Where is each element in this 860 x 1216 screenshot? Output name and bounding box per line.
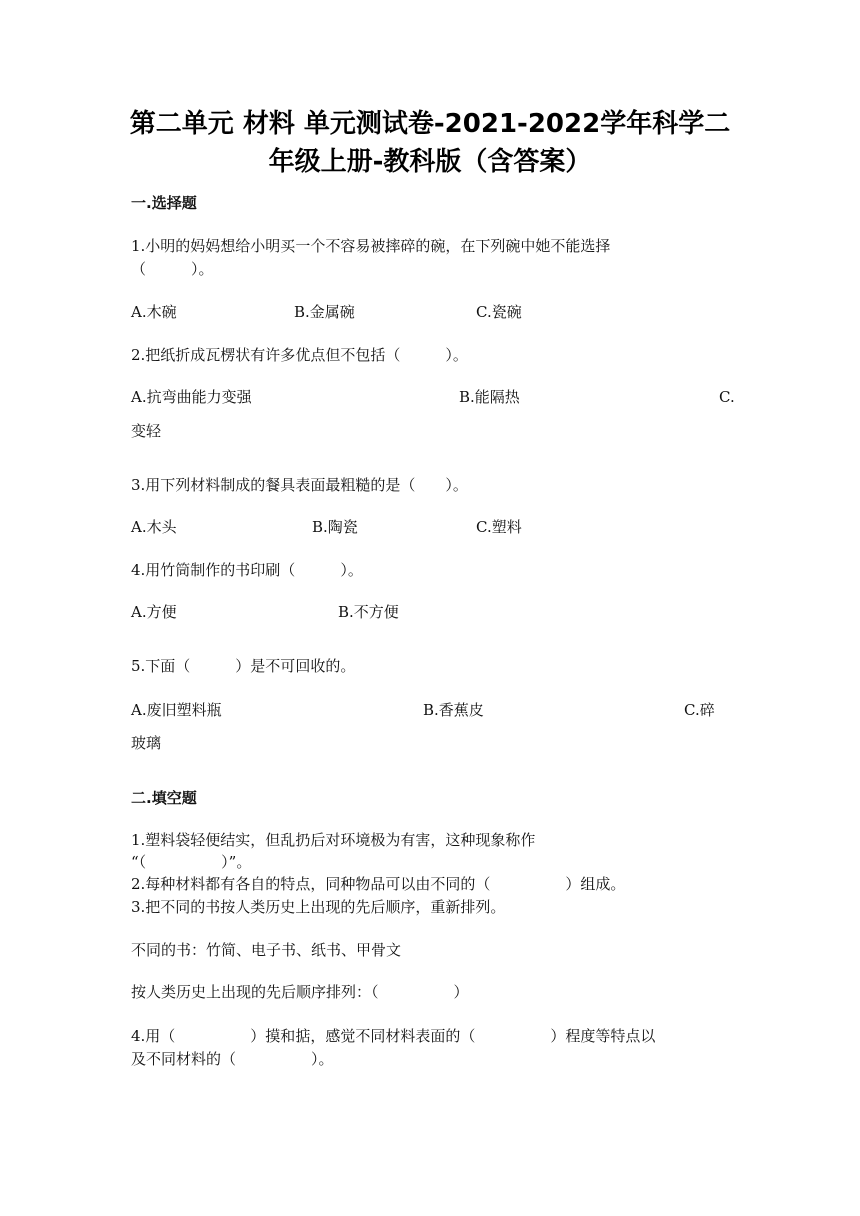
question-5-stem: 5.下面（ ）是不可回收的。 bbox=[131, 657, 356, 675]
question-5-option-a: A.废旧塑料瓶 bbox=[131, 701, 222, 719]
question-4-option-a: A.方便 bbox=[131, 603, 177, 621]
section-heading-choice: 一.选择题 bbox=[131, 194, 197, 212]
question-3-option-b: B.陶瓷 bbox=[312, 518, 358, 536]
question-1-option-c: C.瓷碗 bbox=[476, 303, 522, 321]
fill-question-1-cont: “（ ）”。 bbox=[131, 853, 252, 871]
fill-question-3-books: 不同的书：竹简、电子书、纸书、甲骨文 bbox=[131, 941, 402, 959]
question-2-option-c-cont: 变轻 bbox=[131, 422, 162, 440]
question-2-stem: 2.把纸折成瓦楞状有许多优点但不包括（ ）。 bbox=[131, 346, 468, 364]
question-3-option-a: A.木头 bbox=[131, 518, 177, 536]
question-4-option-b: B.不方便 bbox=[338, 603, 399, 621]
document-title-line-1: 第二单元 材料 单元测试卷-2021-2022学年科学二 bbox=[129, 109, 731, 139]
section-heading-fill-in: 二.填空题 bbox=[131, 789, 197, 807]
question-1-stem-cont: （ ）。 bbox=[131, 260, 214, 278]
fill-question-4-cont: 及不同材料的（ ）。 bbox=[131, 1050, 334, 1068]
question-2-option-a: A.抗弯曲能力变强 bbox=[131, 388, 252, 406]
document-title-line-2: 年级上册-教科版（含答案） bbox=[268, 147, 592, 177]
question-3-stem: 3.用下列材料制成的餐具表面最粗糙的是（ ）。 bbox=[131, 476, 468, 494]
fill-question-3: 3.把不同的书按人类历史上出现的先后顺序，重新排列。 bbox=[131, 898, 506, 916]
fill-question-4: 4.用（ ）摸和掂，感觉不同材料表面的（ ）程度等特点以 bbox=[131, 1027, 656, 1045]
question-1-option-b: B.金属碗 bbox=[294, 303, 355, 321]
question-4-stem: 4.用竹筒制作的书印刷（ ）。 bbox=[131, 561, 363, 579]
question-2-option-b: B.能隔热 bbox=[459, 388, 520, 406]
question-3-option-c: C.塑料 bbox=[476, 518, 522, 536]
fill-question-2: 2.每种材料都有各自的特点，同种物品可以由不同的（ ）组成。 bbox=[131, 875, 626, 893]
question-5-option-b: B.香蕉皮 bbox=[423, 701, 484, 719]
question-2-option-c: C. bbox=[719, 388, 735, 406]
fill-question-1: 1.塑料袋轻便结实，但乱扔后对环境极为有害，这种现象称作 bbox=[131, 831, 536, 849]
fill-question-3-answer: 按人类历史上出现的先后顺序排列：（ ） bbox=[131, 983, 469, 1001]
question-1-stem: 1.小明的妈妈想给小明买一个不容易被摔碎的碗，在下列碗中她不能选择 bbox=[131, 237, 611, 255]
question-1-option-a: A.木碗 bbox=[131, 303, 177, 321]
question-5-option-c: C.碎 bbox=[684, 701, 715, 719]
question-5-option-c-cont: 玻璃 bbox=[131, 734, 162, 752]
